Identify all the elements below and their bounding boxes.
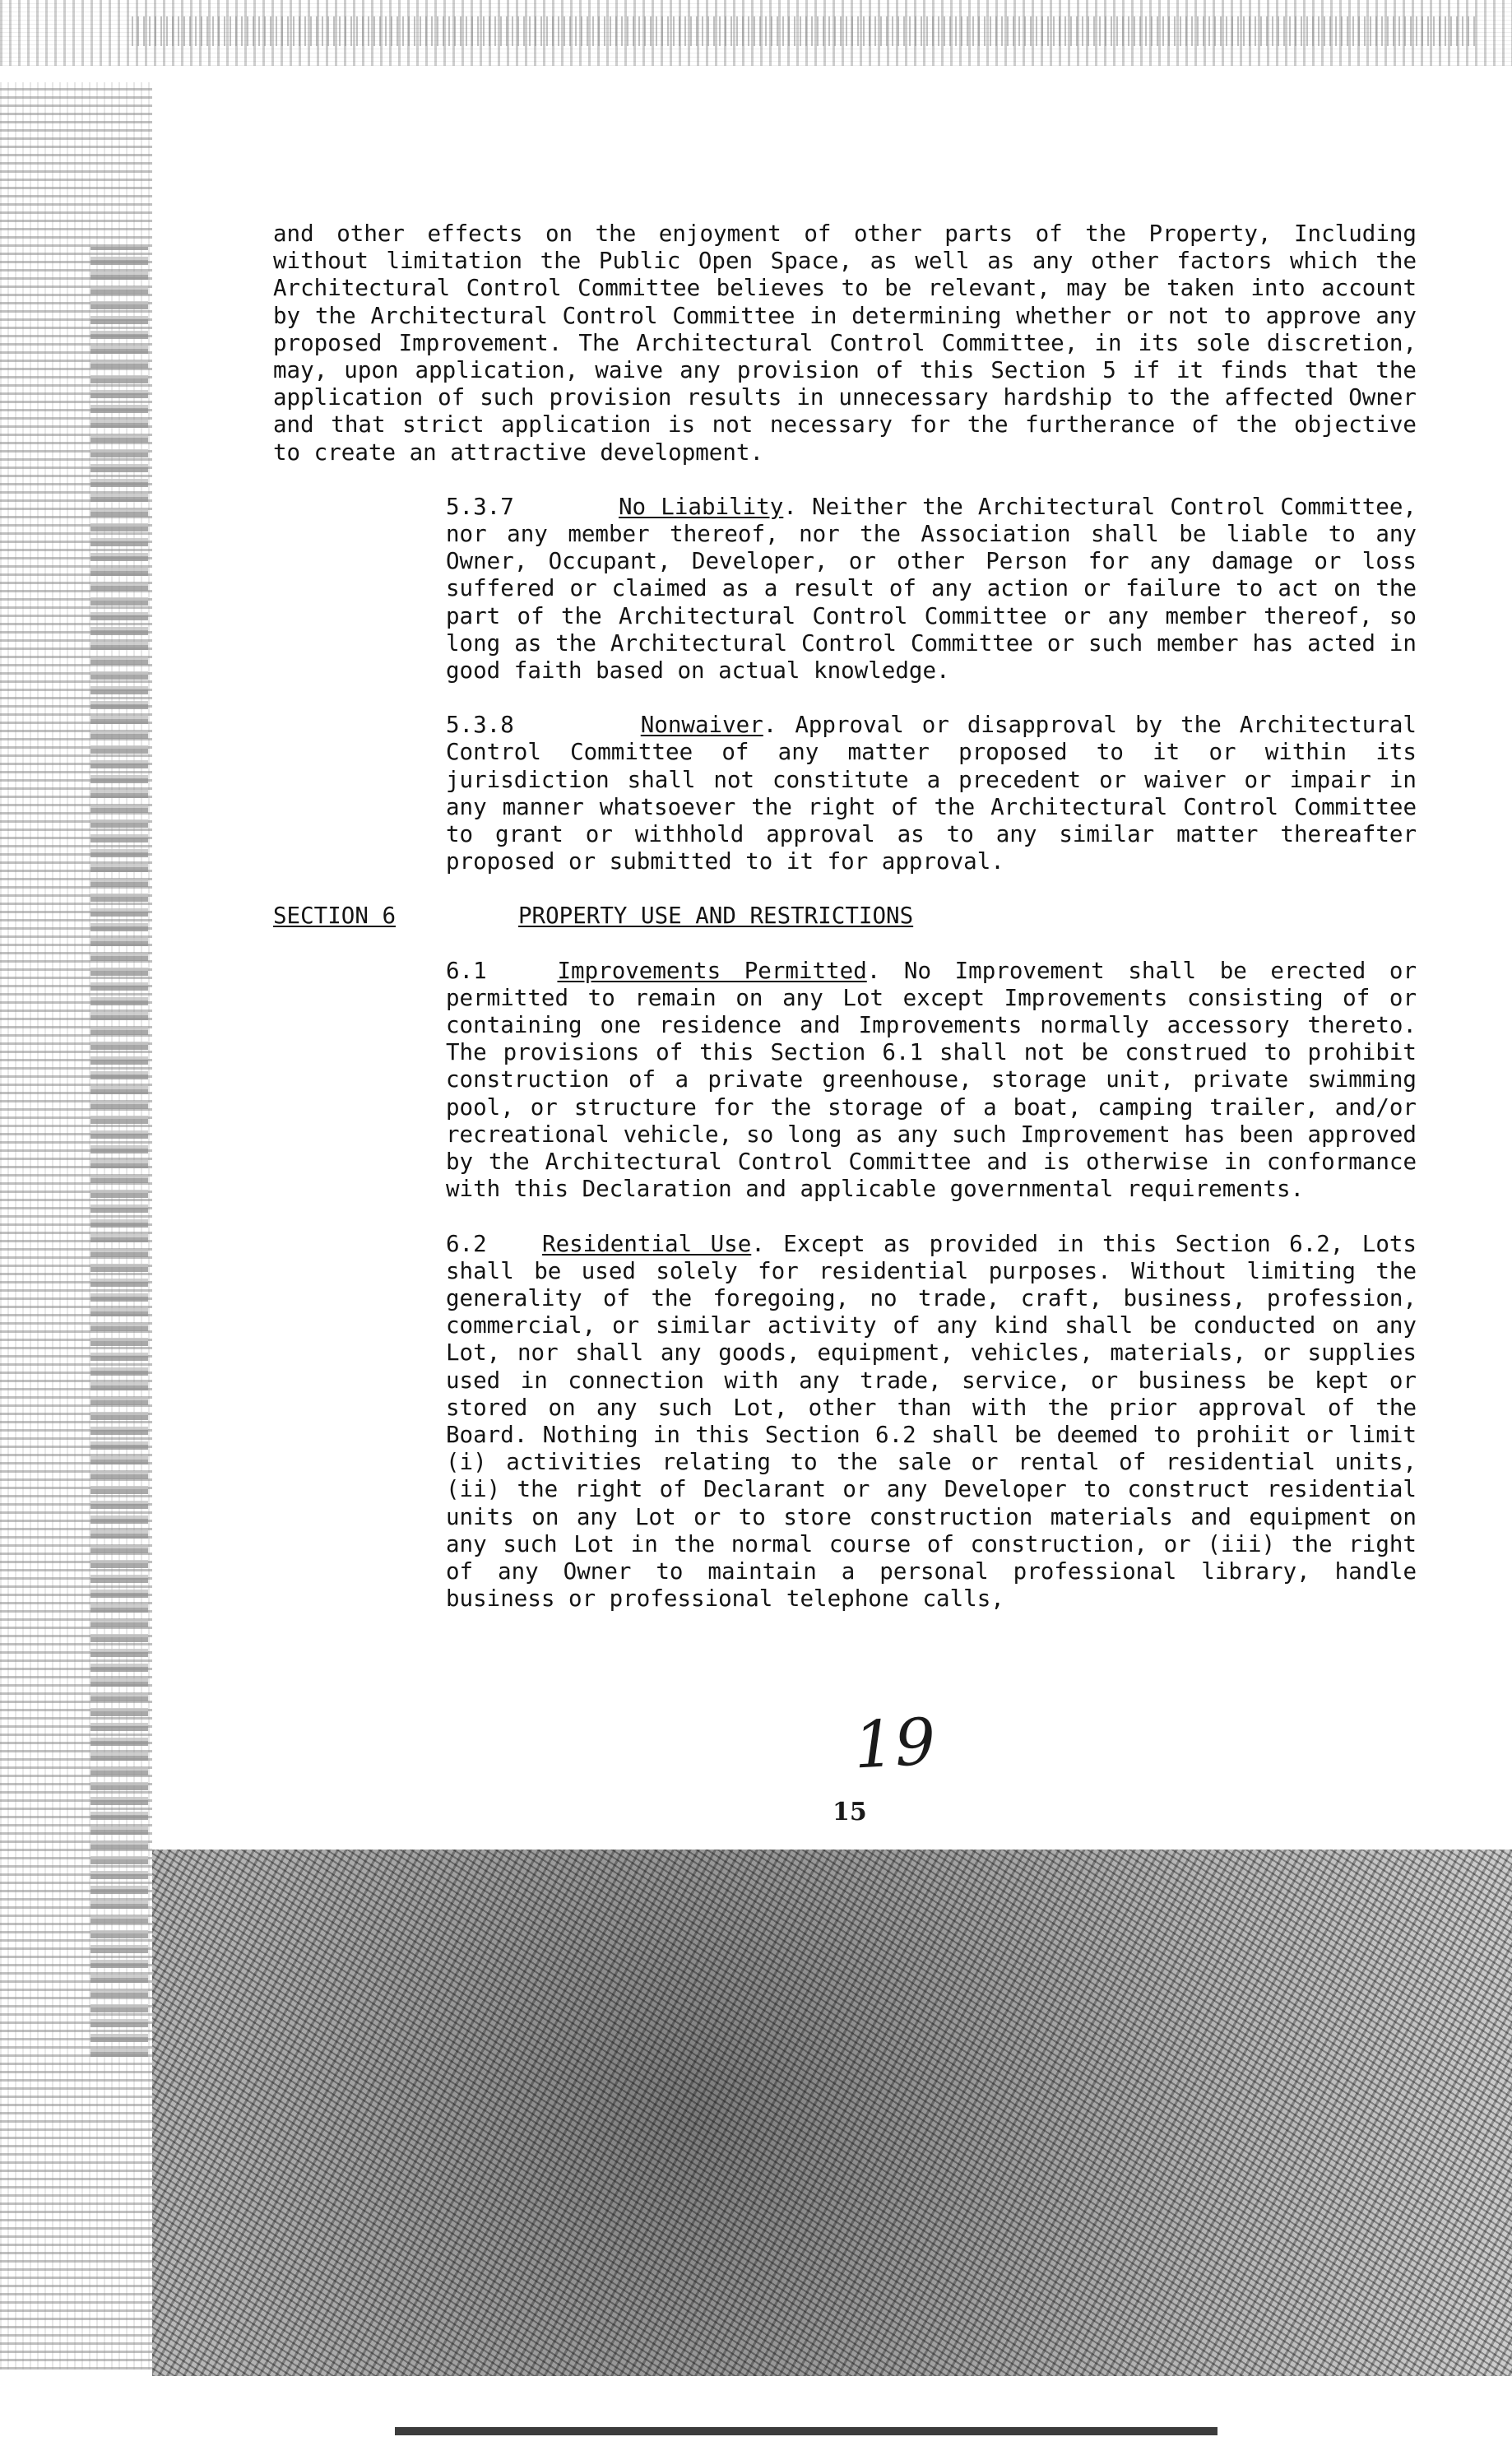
section-label: SECTION 6: [273, 903, 397, 930]
section-title: No Liability: [619, 493, 784, 520]
paragraph-6-1: [273, 958, 1417, 1204]
document-body: [273, 220, 1417, 1613]
section-text: . No Improvement shall be erected or permitted to remain on any Lot except Improvements consisting of or containing one residence and Improvements normally accessory thereto. The provisions of this Section 6.1 shall not be construed to prohibit construction of a private greenhouse, storage unit, private swimming pool, or structure for the storage of a boat, camping trailer, and/or recreational vehicle, so long as any such Improvement has been approved by the Architectural Control Committee and is otherwise in conformance with this Declaration and applicable governmental requirements.: [446, 957, 1417, 1203]
section-text: . Neither the Architectural Control Committee, nor any member thereof, nor the Association shall be liable to any Owner, Occupant, Developer, or other Person for any damage or loss suffered or claimed as a result of any action or failure to act on the part of the Architectural Control Committee or any member thereof, so long as the Architectural Control Committee or such member has acted in good faith based on actual knowledge.: [446, 493, 1417, 685]
section-number: 5.3.7: [446, 493, 514, 520]
scan-noise-bottom: [152, 1850, 1512, 2376]
paragraph-6-2: [273, 1231, 1417, 1613]
section-number: 5.3.8: [446, 712, 514, 739]
section-heading-title: PROPERTY USE AND RESTRICTIONS: [518, 903, 914, 930]
paragraph-intro: and other effects on the enjoyment of other parts of the Property, Including without limitation the Public Open Space, as well as any other factors which the Architectural Control Committee believes to be relevant, may be taken into account by the Architectural Control Committee in determining whether or not to approve any proposed Improvement. The Architectural Control Committee, in its sole discretion, may, upon application, waive any provision of this Section 5 if it finds that the application of such provision results in unnecessary hardship to the affected Owner and that strict application is not necessary for the furtherance of the objective to create an attractive development.: [273, 220, 1417, 466]
paragraph-5-3-8: [273, 712, 1417, 875]
section-title: Nonwaiver: [640, 712, 763, 739]
section-number: 6.2: [446, 1230, 487, 1257]
section-6-heading: [273, 903, 1417, 930]
section-title: Improvements Permitted: [557, 957, 867, 984]
scan-noise-left-margin: [0, 82, 152, 2369]
page-number: 15: [833, 1798, 867, 1826]
section-title: Residential Use: [542, 1230, 752, 1257]
scan-rule-bottom: [395, 2427, 1217, 2435]
section-text: . Except as provided in this Section 6.2, Lots shall be used solely for residential purposes. Without limiting the generality of the foregoing, no trade, craft, business, profession, commercial, or similar activity of any kind shall be conducted on any Lot, nor shall any goods, equipment, vehicles, materials, or supplies used in connection with any trade, service, or business be kept or stored on any such Lot, other than with the prior approval of the Board. Nothing in this Section 6.2 shall be deemed to prohiit or limit (i) activities relating to the sale or rental of residential units, (ii) the right of Declarant or any Developer to construct residential units on any Lot or to store construction materials and equipment on any such Lot in the normal course of construction, or (iii) the right of any Owner to maintain a personal professional library, handle business or professional telephone calls,: [446, 1230, 1417, 1613]
scan-noise-top: [0, 0, 1512, 66]
handwritten-page-number: 19: [851, 1705, 938, 1784]
section-number: 6.1: [446, 957, 487, 984]
section-text: . Approval or disapproval by the Architectural Control Committee of any matter proposed to it or within its jurisdiction shall not constitute a precedent or waiver or impair in any manner whatsoever the right of the Architectural Control Committee to grant or withhold approval as to any similar matter thereafter proposed or submitted to it for approval.: [446, 712, 1417, 875]
paragraph-5-3-7: [273, 494, 1417, 685]
